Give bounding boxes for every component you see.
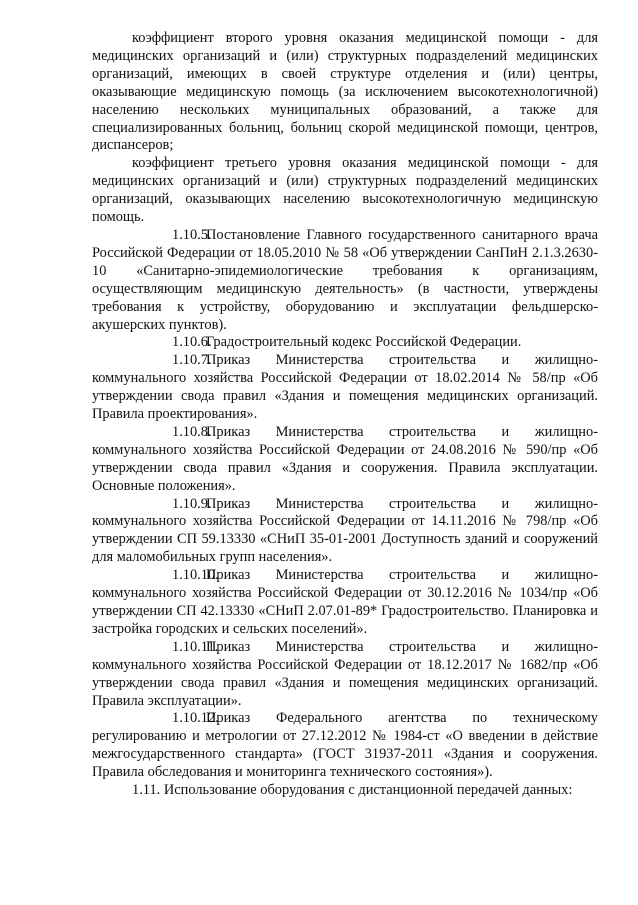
paragraph-1-10-7 <box>92 352 598 424</box>
paragraph-1-11 <box>92 782 598 800</box>
paragraph-1-10-12 <box>92 710 598 782</box>
paragraph-1-10-11 <box>92 639 598 711</box>
paragraph-text: коэффициент второго уровня оказания медицинской помощи - для медицинских организаций и (или) структурных подразделений медицинских организаций, имеющих в своей структуре отделения и (или) центры, оказывающие медицинскую помощь (за исключением высокотехнологичной) населению нескольких муниципальных образований, а также для специализированных больниц, больниц скорой медицинской помощи, центров, диспансеров; <box>92 30 598 154</box>
clause-number: 1.10.10. <box>172 567 219 584</box>
paragraph-text: Градостроительный кодекс Российской Федерации. <box>206 334 522 351</box>
paragraph-1-10-9 <box>92 496 598 568</box>
paragraph-1-10-8 <box>92 424 598 496</box>
paragraph-text: Приказ Министерства строительства и жилищно-коммунального хозяйства Российской Федерации от 18.02.2014 № 58/пр «Об утверждении свода правил «Здания и помещения медицинских организаций. Правила проектирования». <box>92 352 598 423</box>
paragraph-1-10-10 <box>92 567 598 639</box>
paragraph-level3-coefficient <box>92 155 598 227</box>
paragraph-level2-coefficient <box>92 30 598 155</box>
document-page <box>92 30 598 800</box>
clause-number: 1.10.7. <box>172 352 212 369</box>
paragraph-1-10-6 <box>92 334 598 352</box>
paragraph-text: коэффициент третьего уровня оказания медицинской помощи - для медицинских организаций и (или) структурных подразделений медицинских организаций, оказывающих населению высокотехнологичную медицинскую помощь. <box>92 155 598 226</box>
paragraph-text: Приказ Министерства строительства и жилищно-коммунального хозяйства Российской Федерации от 24.08.2016 № 590/пр «Об утверждении свода правил «Здания и сооружения. Правила эксплуатации. Основные положения». <box>92 423 598 494</box>
clause-number: 1.11. <box>132 782 161 799</box>
paragraph-text: Постановление Главного государственного санитарного врача Российской Федерации от 18.05.2010 № 58 «Об утверждении СанПиН 2.1.3.2630-10 «Санитарно-эпидемиологические требования к организациям, осуществляющим медицинскую деятельность» (в частности, утверждены требования к устройству, оборудованию и эксплуатации фельдшерско-акушерских пунктов). <box>92 226 598 333</box>
paragraph-text: Использование оборудования с дистанционной передачей данных: <box>163 782 573 799</box>
paragraph-text: Приказ Министерства строительства и жилищно-коммунального хозяйства Российской Федерации от 18.12.2017 № 1682/пр «Об утверждении свода правил «Здания и помещения медицинских организаций. Правила эксплуатации». <box>92 638 598 709</box>
clause-number: 1.10.5. <box>172 226 212 243</box>
paragraph-text: Приказ Федерального агентства по техническому регулированию и метрологии от 27.12.2012 № 1984-ст «О введении в действие межгосударственного стандарта» (ГОСТ 31937-2011 «Здания и сооружения. Правила обследования и мониторинга технического состояния»). <box>92 710 598 781</box>
clause-number: 1.10.8. <box>172 423 212 440</box>
clause-number: 1.10.12. <box>172 710 219 727</box>
paragraph-text: Приказ Министерства строительства и жилищно-коммунального хозяйства Российской Федерации от 30.12.2016 № 1034/пр «Об утверждении СП 42.13330 «СНиП 2.07.01-89* Градостроительство. Планировка и застройка городских и сельских поселений». <box>92 567 598 637</box>
paragraph-text: Приказ Министерства строительства и жилищно-коммунального хозяйства Российской Федерации от 14.11.2016 № 798/пр «Об утверждении СП 59.13330 «СНиП 35-01-2001 Доступность зданий и сооружений для маломобильных групп населения». <box>92 495 598 566</box>
clause-number: 1.10.6. <box>172 334 212 351</box>
paragraph-1-10-5 <box>92 227 598 334</box>
clause-number: 1.10.9. <box>172 495 212 512</box>
clause-number: 1.10.11. <box>172 638 219 655</box>
